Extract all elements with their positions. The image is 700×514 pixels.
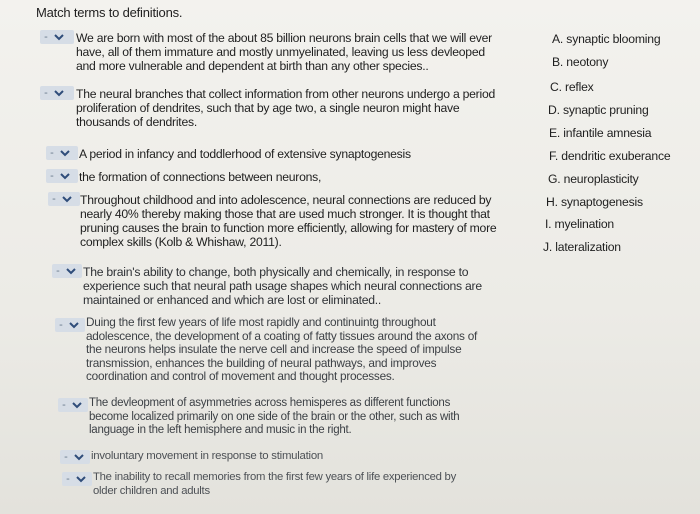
question-line: experience such that neural path usage shapes which neural connections are [83, 279, 482, 293]
chevron-down-icon [58, 169, 72, 183]
chevron-down-icon [72, 450, 86, 464]
question-10 [93, 471, 456, 498]
select-value: - [66, 473, 70, 485]
question-line: have, all of them immature and mostly unmyelinated, leaving us less devleoped [76, 45, 485, 59]
question-line: Throughout childhood and into adolescence, neural connections are reduced by [80, 193, 492, 207]
option-j: J. lateralization [543, 240, 621, 254]
question-line: A period in infancy and toddlerhood of extensive synaptogenesis [79, 147, 411, 161]
option-e: E. infantile amnesia [549, 126, 652, 140]
answer-select-10[interactable] [62, 472, 92, 486]
answer-select-6[interactable] [52, 264, 82, 278]
question-line: involuntary movement in response to stimulation [91, 450, 324, 462]
question-5 [80, 193, 496, 249]
question-line: become localized primarily on one side of the brain or the other, such as with [89, 410, 460, 423]
question-1 [76, 31, 492, 73]
question-2 [76, 87, 495, 129]
chevron-down-icon [70, 398, 84, 412]
chevron-down-icon [58, 146, 72, 160]
question-6 [83, 265, 482, 307]
answer-select-4[interactable] [46, 169, 78, 183]
question-9 [91, 450, 323, 464]
chevron-down-icon [67, 318, 81, 332]
select-value: - [59, 319, 63, 331]
select-value: - [44, 87, 48, 99]
question-line: The brain's ability to change, both physically and chemically, in response to [83, 265, 469, 279]
option-g: G. neuroplasticity [548, 172, 639, 186]
select-value: - [64, 451, 68, 463]
question-line: maintained or enhanced and which are lost or eliminated.. [83, 293, 382, 307]
question-line: adolescence, the development of a coating of fatty tissues around the axons of [86, 328, 478, 343]
chevron-down-icon [60, 192, 74, 206]
question-4 [79, 170, 321, 184]
option-c: C. reflex [550, 80, 594, 94]
question-line: nearly 40% thereby making those that are used much stronger. It is thought that [80, 207, 490, 221]
question-line: We are born with most of the about 85 billion neurons brain cells that we will ever [76, 31, 492, 45]
chevron-down-icon [52, 86, 66, 100]
option-a: A. synaptic blooming [552, 32, 661, 46]
option-i: I. myelination [545, 217, 615, 231]
question-line: The neural branches that collect information from other neurons undergo a period [76, 87, 496, 101]
question-line: proliferation of dendrites, such that by age two, a single neuron might have [76, 101, 460, 115]
question-line: and more vulnerable and dependent at birth than any other species.. [76, 59, 429, 73]
question-line: Duing the first few years of life most rapidly and continuintg throughout [86, 315, 436, 329]
answer-select-7[interactable] [55, 318, 85, 332]
question-8 [89, 397, 459, 438]
option-d: D. synaptic pruning [548, 103, 649, 117]
answer-select-9[interactable] [60, 450, 90, 464]
select-value: - [44, 31, 48, 43]
question-line: the neurons helps insulate the nerve cell and increase the speed of impulse [86, 342, 462, 357]
question-line: older children and adults [93, 484, 210, 497]
select-value: - [56, 265, 60, 277]
select-value: - [50, 147, 54, 159]
answer-select-8[interactable] [58, 398, 88, 412]
select-value: - [52, 193, 56, 205]
question-3 [79, 147, 411, 161]
select-value: - [62, 399, 66, 411]
option-h: H. synaptogenesis [546, 195, 643, 209]
option-b: B. neotony [552, 55, 609, 69]
option-f: F. dendritic exuberance [549, 149, 671, 163]
page-title: Match terms to definitions. [36, 5, 183, 20]
chevron-down-icon [74, 472, 88, 486]
chevron-down-icon [52, 30, 66, 44]
question-line: pruning causes the brain to function more efficiently, allowing for mastery of more [80, 221, 497, 235]
question-line: language in the left hemisphere and music in the right. [89, 424, 352, 436]
answer-select-5[interactable] [48, 192, 80, 206]
answer-select-2[interactable] [40, 86, 74, 100]
answer-select-3[interactable] [46, 146, 78, 160]
question-line: The devleopment of asymmetries across hemisperes as different functions [89, 397, 451, 409]
question-line: The inability to recall memories from the first few years of life experienced by [93, 471, 456, 483]
answer-select-1[interactable] [40, 30, 74, 44]
question-line: transmission, enhances the building of neural pathways, and improves [86, 355, 437, 370]
select-value: - [50, 170, 54, 182]
question-line: thousands of dendrites. [76, 115, 197, 129]
question-line: coordination and control of movement and thought processes. [86, 369, 395, 384]
chevron-down-icon [64, 264, 78, 278]
question-7 [86, 316, 477, 384]
question-line: the formation of connections between neurons, [79, 170, 322, 184]
question-line: complex skills (Kolb & Whishaw, 2011). [80, 235, 282, 249]
